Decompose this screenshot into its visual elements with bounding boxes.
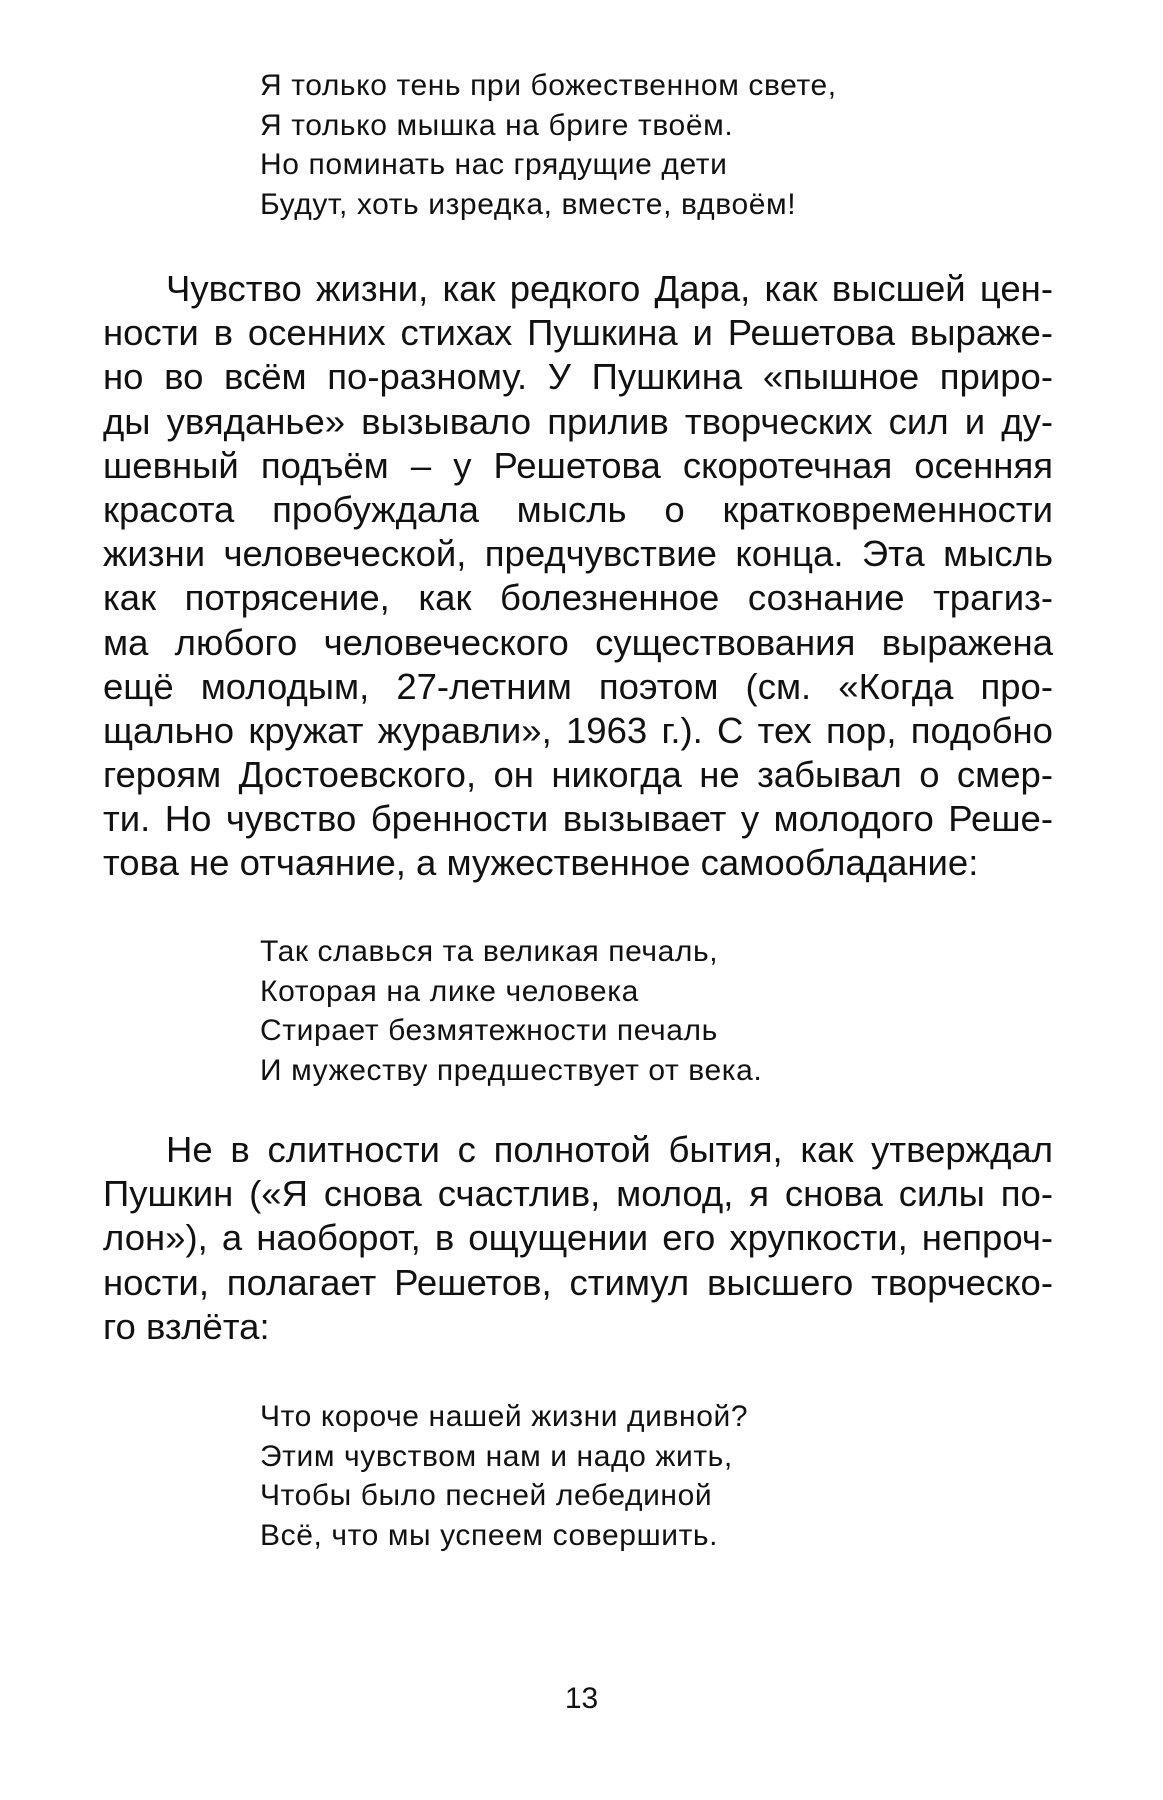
paragraph-line: красота пробуждала мысль о кратковременности	[103, 488, 1053, 530]
paragraph-line: героям Достоевского, он никогда не забывал о смер-	[103, 754, 1053, 796]
poem-stanza-2	[260, 932, 762, 1090]
stanza-line: Будут, хоть изредка, вместе, вдвоём!	[260, 187, 797, 221]
paragraph-line: ма любого человеческого существования выражена	[103, 621, 1053, 663]
paragraph-line: това не отчаяние, а мужественное самообладание:	[103, 842, 979, 884]
stanza-line: Так славься та великая печаль,	[260, 935, 719, 968]
paragraph-line: Не в слитности с полнотой бытия, как утверждал	[166, 1129, 1053, 1170]
paragraph-line: ности в осенних стихах Пушкина и Решетова выраже-	[103, 312, 1053, 354]
stanza-line: Этим чувством нам и надо жить,	[260, 1439, 733, 1473]
paragraph-line: Чувство жизни, как редкого Дара, как высшей цен-	[166, 268, 1053, 309]
stanza-line: Стирает безмятежности печаль	[260, 1014, 718, 1047]
stanza-line: Что короче нашей жизни дивной?	[260, 1400, 749, 1433]
stanza-line: И мужеству предшествует от века.	[260, 1053, 763, 1087]
paragraph-line: ти. Но чувство бренности вызывает у молодого Реше-	[103, 798, 1053, 840]
paragraph-line: Пушкин («Я снова счастлив, молод, я снова силы по-	[103, 1173, 1053, 1215]
stanza-line: Которая на лике человека	[260, 974, 639, 1008]
stanza-line: Я только мышка на бриге твоём.	[260, 108, 734, 142]
paragraph-line: щально кружат журавли», 1963 г.). С тех пор, подобно	[103, 709, 1053, 751]
paragraph-line: жизни человеческой, предчувствие конца. Эта мысль	[103, 533, 1053, 575]
body-paragraph-2	[103, 1128, 1053, 1349]
stanza-line: Чтобы было песней лебединой	[260, 1479, 713, 1512]
paragraph-line: ды увяданье» вызывало прилив творческих сил и ду-	[103, 400, 1053, 442]
paragraph-line: го взлёта:	[103, 1305, 270, 1347]
paragraph-line: ности, полагает Решетов, стимул высшего творческо-	[103, 1261, 1053, 1303]
paragraph-line: лон»), а наоборот, в ощущении его хрупкости, непроч-	[103, 1217, 1053, 1259]
stanza-line: Но поминать нас грядущие дети	[260, 148, 728, 181]
paragraph-line: шевный подъём – у Решетова скоротечная осенняя	[103, 444, 1053, 486]
paragraph-line: ещё молодым, 27-летним поэтом (см. «Когда про-	[103, 665, 1053, 707]
page-number: 13	[564, 1682, 599, 1715]
poem-stanza-1	[260, 66, 837, 224]
paragraph-line: но во всём по-разному. У Пушкина «пышное приро-	[103, 356, 1053, 398]
paragraph-line: как потрясение, как болезненное сознание трагиз-	[103, 577, 1053, 619]
stanza-line: Я только тень при божественном свете,	[260, 69, 837, 102]
poem-stanza-3	[260, 1397, 748, 1555]
body-paragraph-1	[103, 267, 1053, 886]
stanza-line: Всё, что мы успеем совершить.	[260, 1518, 719, 1552]
